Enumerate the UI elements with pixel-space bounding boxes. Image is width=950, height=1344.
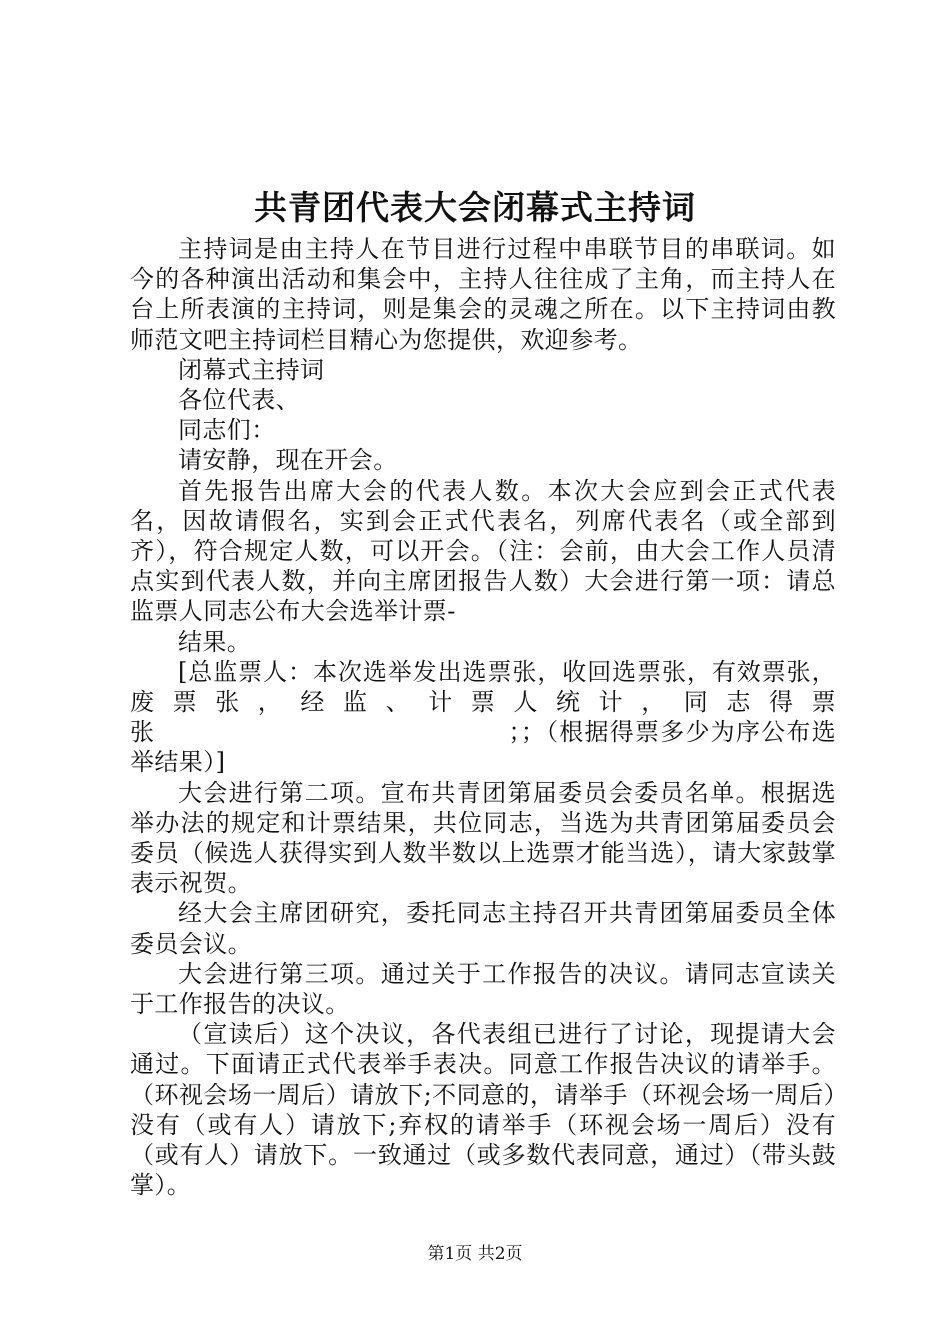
document-body: [130, 234, 836, 1201]
paragraph-heading: 闭幕式主持词: [178, 355, 325, 384]
paragraph-open-meeting: 请安静，现在开会。: [178, 446, 398, 475]
paragraph-presidium: 经大会主席团研究，委托同志主持召开共青团第届委员全体委员会议。: [130, 899, 836, 958]
paragraph-intro: 主持词是由主持人在节目进行过程中串联节目的串联词。如今的各种演出活动和集会中，主持人往往成了主角，而主持人在台上所表演的主持词，则是集会的灵魂之所在。以下主持词由教师范文吧主持词栏目精心为您提供，欢迎参考。: [130, 235, 836, 354]
paragraph-greeting-delegates: 各位代表、: [178, 386, 300, 415]
paragraph-greeting-comrades: 同志们：: [178, 416, 276, 445]
paragraph-result: 结果。: [178, 627, 252, 656]
paragraph-resolution-vote: （宣读后）这个决议，各代表组已进行了讨论，现提请大会通过。下面请正式代表举手表决。同意工作报告决议的请举手。（环视会场一周后）请放下;不同意的，请举手（环视会场一周后）没有（或有人）请放下;弃权的请举手（环视会场一周后）没有（或有人）请放下。一致通过（或多数代表同意，通过）（带头鼓掌）。: [130, 1020, 836, 1200]
paragraph-attendance-report: 首先报告出席大会的代表人数。本次大会应到会正式代表名，因故请假名，实到会正式代表名，列席代表名（或全部到齐），符合规定人数，可以开会。（注：会前，由大会工作人员清点实到代表人数，并向主席团报告人数）大会进行第一项：请总监票人同志公布大会选举计票-: [130, 476, 836, 626]
paragraph-item-two: 大会进行第二项。宣布共青团第届委员会委员名单。根据选举办法的规定和计票结果，共位同志，当选为共青团第届委员会委员（候选人获得实到人数半数以上选票才能当选），请大家鼓掌表示祝贺。: [130, 778, 836, 898]
paragraph-vote-count: [总监票人：本次选举发出选票张，收回选票张，有效票张，废票张，经监、计票人统计，同志得票张 ；；（根据得票多少为序公布选举结果）]: [130, 657, 836, 777]
paragraph-item-three: 大会进行第三项。通过关于工作报告的决议。请同志宣读关于工作报告的决议。: [130, 959, 836, 1019]
page-number-footer: 第1页 共2页: [427, 1244, 523, 1264]
document-title: 共青团代表大会闭幕式主持词: [254, 188, 696, 227]
